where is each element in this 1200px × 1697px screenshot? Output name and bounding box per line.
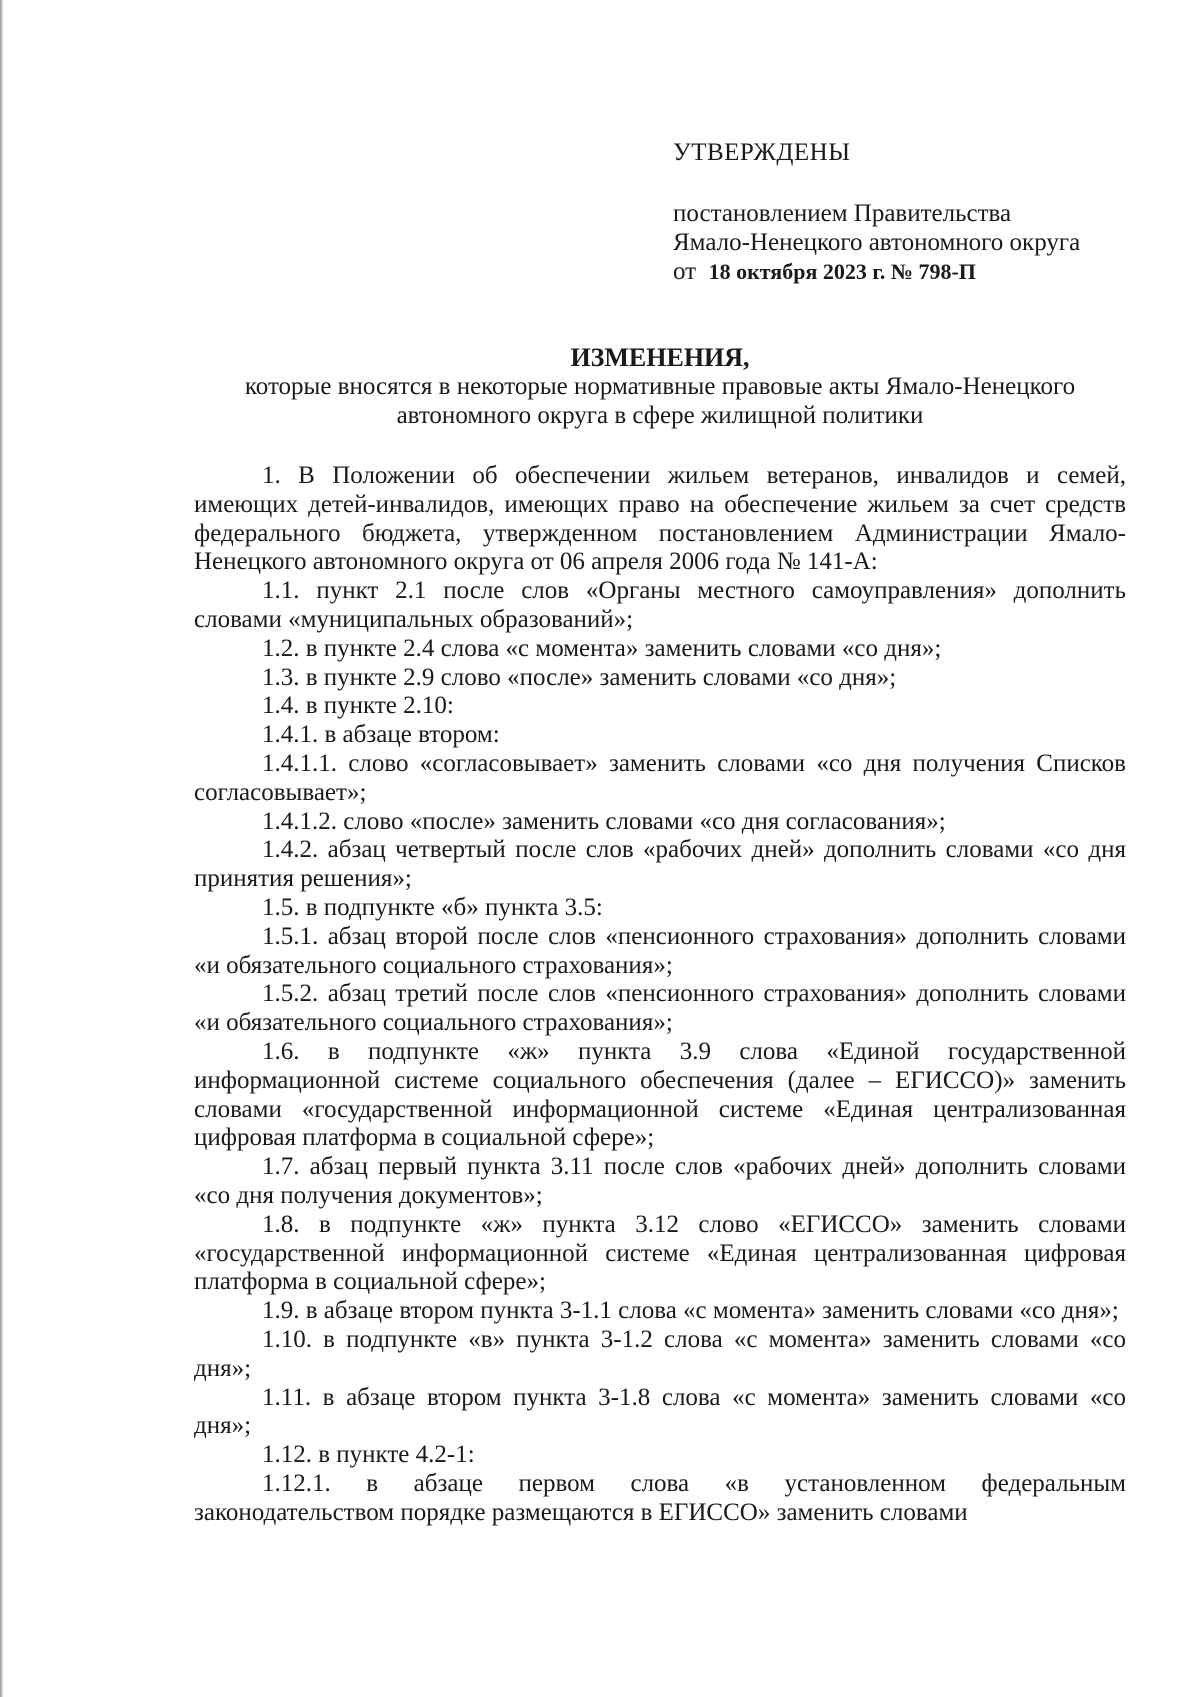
paragraph: 1.6. в подпункте «ж» пункта 3.9 слова «Единой государственной информационной системе социального обеспечения (далее – ЕГИССО)» заменить словами «государственной информационной системе «Единая централизованная цифровая платформа в социальной сфере»; <box>194 1037 1126 1152</box>
document-title: ИЗМЕНЕНИЯ, <box>570 343 750 372</box>
decree-number: 18 октября 2023 г. № 798-П <box>708 259 976 284</box>
paragraph: 1.3. в пункте 2.9 слово «после» заменить словами «со дня»; <box>262 663 897 691</box>
paragraph: 1.4.2. абзац четвертый после слов «рабочих дней» дополнить словами «со дня принятия решения»; <box>194 836 1126 893</box>
approval-line-1: постановлением Правительства <box>673 200 1012 227</box>
approved-label: УТВЕРЖДЕНЫ <box>673 139 851 166</box>
document-subtitle: которые вносятся в некоторые нормативные правовые акты Ямало-Ненецкого автономного округа в сфере жилищной политики <box>244 373 1076 429</box>
paragraph: 1.11. в абзаце втором пункта 3-1.8 слова «с момента» заменить словами «со дня»; <box>194 1383 1126 1440</box>
approval-block <box>673 138 1153 286</box>
paragraph: 1.4.1.1. слово «согласовывает» заменить словами «со дня получения Списков согласовывает»; <box>194 749 1126 806</box>
paragraph: 1.12.1. в абзаце первом слова «в установленном федеральным законодательством порядке размещаются в ЕГИССО» заменить словами <box>194 1469 1126 1526</box>
document-body <box>194 462 1126 1527</box>
paragraph: 1.4. в пункте 2.10: <box>262 692 454 720</box>
paragraph: 1.10. в подпункте «в» пункта 3-1.2 слова «с момента» заменить словами «со дня»; <box>194 1325 1126 1382</box>
paragraph: 1.8. в подпункте «ж» пункта 3.12 слово «ЕГИССО» заменить словами «государственной информационной системе «Единая централизованная цифровая платформа в социальной сфере»; <box>194 1210 1126 1296</box>
paragraph: 1.9. в абзаце втором пункта 3-1.1 слова «с момента» заменить словами «со дня»; <box>262 1297 1119 1325</box>
paragraph: 1.12. в пункте 4.2-1: <box>262 1441 475 1469</box>
document-heading <box>180 343 1140 430</box>
approval-line-3 <box>673 257 1153 286</box>
paragraph: 1.1. пункт 2.1 после слов «Органы местного самоуправления» дополнить словами «муниципальных образований»; <box>194 577 1126 633</box>
paragraph: 1.5. в подпункте «б» пункта 3.5: <box>262 893 603 921</box>
paragraph: 1.2. в пункте 2.4 слова «с момента» заменить словами «со дня»; <box>262 634 942 662</box>
paragraph: 1.7. абзац первый пункта 3.11 после слов «рабочих дней» дополнить словами «со дня получения документов»; <box>194 1153 1126 1209</box>
paragraph: 1. В Положении об обеспечении жильем ветеранов, инвалидов и семей, имеющих детей-инвалидов, имеющих право на обеспечение жильем за счет средств федерального бюджета, утвержденном постановлением Администрации Ямало-Ненецкого автономного округа от 06 апреля 2006 года № 141-А: <box>194 462 1126 576</box>
paragraph: 1.5.1. абзац второй после слов «пенсионного страхования» дополнить словами «и обязательного социального страхования»; <box>194 922 1126 979</box>
approval-line-2: Ямало-Ненецкого автономного округа <box>673 229 1081 256</box>
paragraph: 1.5.2. абзац третий после слов «пенсионного страхования» дополнить словами «и обязательного социального страхования»; <box>194 980 1126 1037</box>
paragraph: 1.4.1.2. слово «после» заменить словами «со дня согласования»; <box>262 807 946 835</box>
paragraph: 1.4.1. в абзаце втором: <box>262 721 500 749</box>
from-label: от <box>673 258 697 285</box>
page-edge <box>0 0 3 1697</box>
